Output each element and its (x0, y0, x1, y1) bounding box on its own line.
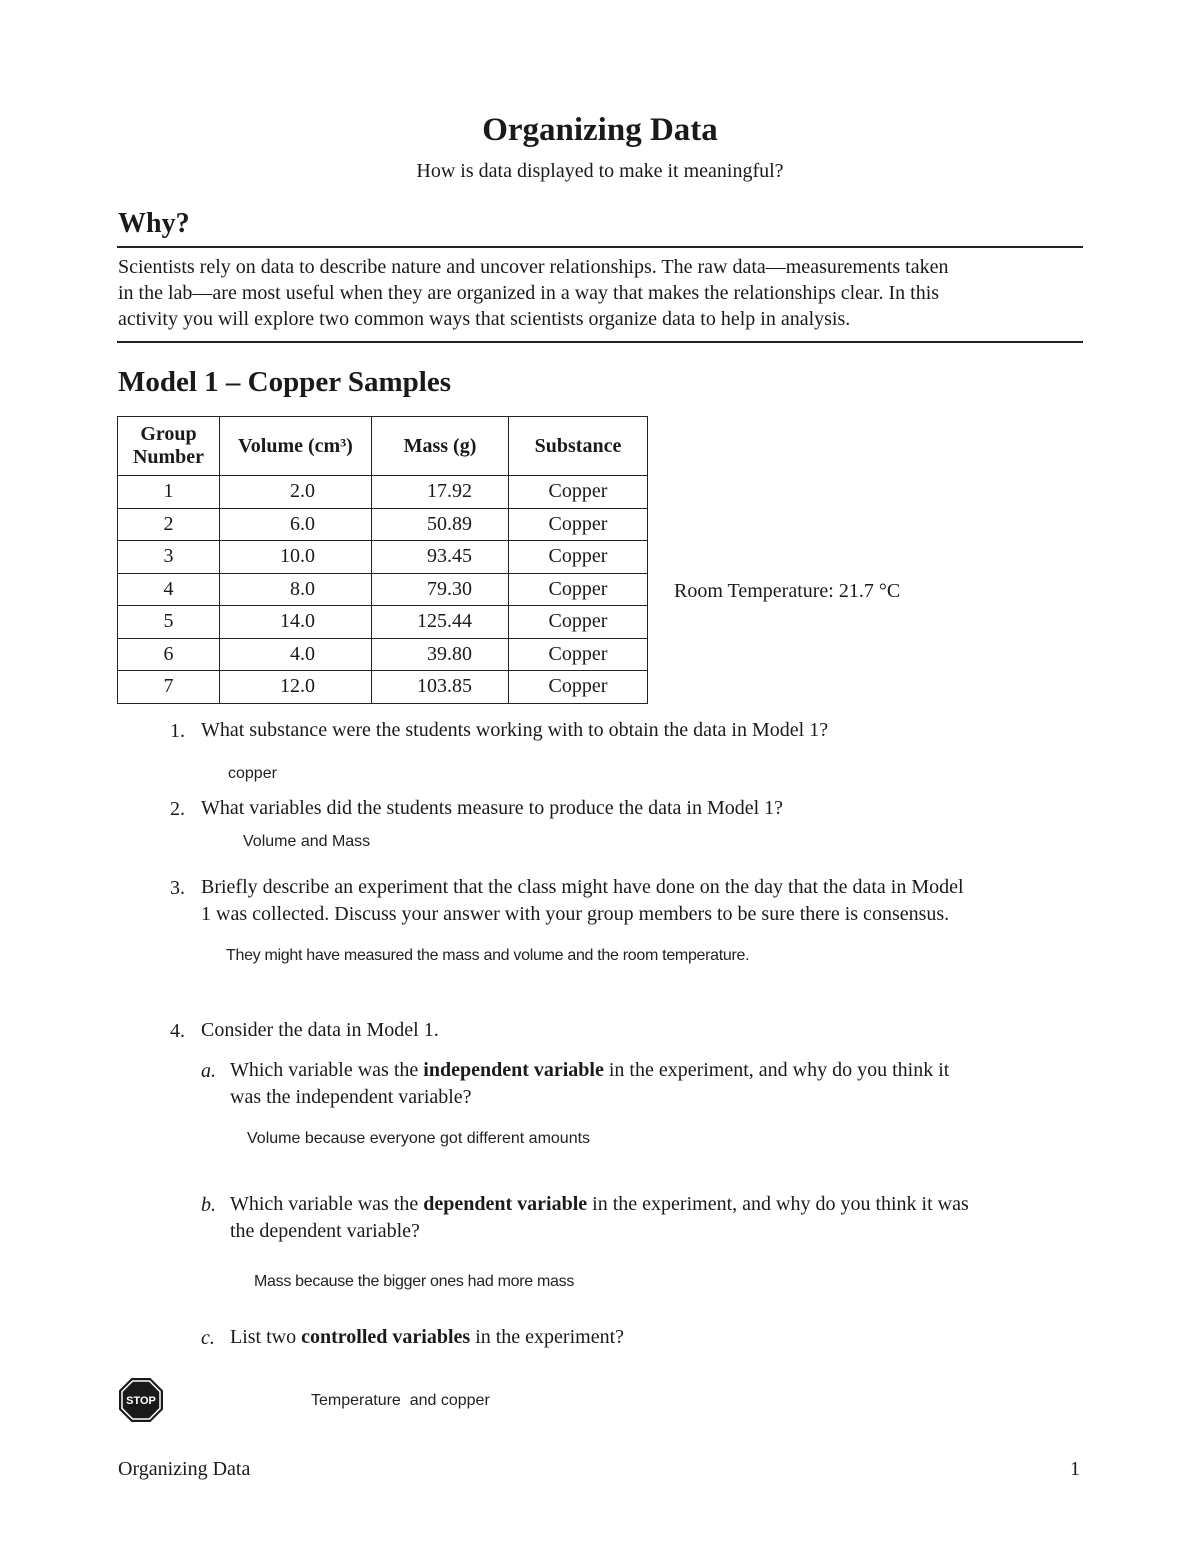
table-row (118, 508, 648, 541)
question-number: 4. (170, 1020, 185, 1042)
table-row (118, 638, 648, 671)
question-line: the dependent variable? (230, 1220, 420, 1242)
table-cell: 3 (118, 541, 220, 574)
table-cell: Copper (509, 541, 648, 574)
column-header: Substance (509, 417, 648, 476)
table-cell: 7 (118, 671, 220, 704)
table-cell: 12.0 (220, 671, 372, 704)
question-line: 1 was collected. Discuss your answer with your group members to be sure there is consensus. (201, 903, 950, 925)
table-row (118, 606, 648, 639)
answer-text[interactable]: copper (228, 765, 277, 782)
page-title: Organizing Data (482, 112, 718, 148)
table-row (118, 476, 648, 509)
keyword: independent variable (423, 1059, 604, 1081)
column-header: Mass (g) (372, 417, 509, 476)
footer-title: Organizing Data (118, 1458, 251, 1480)
question-line: Briefly describe an experiment that the class might have done on the day that the data in Model (201, 876, 964, 898)
table-cell: Copper (509, 638, 648, 671)
question-number: 3. (170, 877, 185, 899)
answer-text[interactable]: They might have measured the mass and volume and the room temperature. (226, 947, 750, 964)
column-header: Volume (cm³) (220, 417, 372, 476)
why-heading: Why? (118, 208, 190, 239)
column-header: Group Number (118, 417, 220, 476)
copper-data-table (117, 416, 648, 704)
answer-text[interactable]: Temperature and copper (311, 1392, 490, 1409)
answer-text[interactable]: Mass because the bigger ones had more mass (254, 1273, 575, 1290)
table-cell: 103.85 (372, 671, 509, 704)
table-cell: 5 (118, 606, 220, 639)
question-text (201, 874, 964, 928)
table-cell: Copper (509, 508, 648, 541)
table-row (118, 541, 648, 574)
table-cell: Copper (509, 476, 648, 509)
question-text (230, 1191, 969, 1245)
table-cell: 50.89 (372, 508, 509, 541)
table-cell: 10.0 (220, 541, 372, 574)
sub-question-letter: b. (201, 1194, 216, 1216)
table-cell: 17.92 (372, 476, 509, 509)
table-cell: 1 (118, 476, 220, 509)
question-text-part: Which variable was the (230, 1193, 424, 1215)
table-cell: 6.0 (220, 508, 372, 541)
table-cell: 14.0 (220, 606, 372, 639)
question-number: 1. (170, 720, 185, 742)
why-paragraph (118, 254, 1080, 332)
answer-text[interactable]: Volume and Mass (243, 833, 371, 850)
question-text-part: List two (230, 1326, 302, 1348)
table-cell: 39.80 (372, 638, 509, 671)
room-temperature: Room Temperature: 21.7 °C (674, 580, 901, 602)
question-text: What substance were the students working with to obtain the data in Model 1? (201, 719, 829, 741)
table-cell: 125.44 (372, 606, 509, 639)
keyword: dependent variable (423, 1193, 588, 1215)
why-line: activity you will explore two common ways that scientists organize data to help in analysis. (118, 308, 851, 330)
why-line: in the lab—are most useful when they are organized in a way that makes the relationships clear. In this (118, 282, 940, 304)
question-line: was the independent variable? (230, 1086, 472, 1108)
why-line: Scientists rely on data to describe nature and uncover relationships. The raw data—measurements taken (118, 256, 949, 278)
table-cell: 8.0 (220, 573, 372, 606)
answer-text[interactable]: Volume because everyone got different amounts (247, 1130, 591, 1147)
stop-sign-icon (118, 1377, 164, 1423)
page-number: 1 (1070, 1458, 1080, 1480)
table-header-row (118, 417, 648, 476)
question-text-part: in the experiment, and why do you think it was (587, 1193, 969, 1215)
question-text: What variables did the students measure to produce the data in Model 1? (201, 797, 784, 819)
table-row (118, 671, 648, 704)
table-cell: 4 (118, 573, 220, 606)
question-text (230, 1324, 624, 1351)
keyword: controlled variables (301, 1326, 471, 1348)
sub-question-letter: a. (201, 1060, 216, 1082)
table-cell: 93.45 (372, 541, 509, 574)
question-text-part: Which variable was the (230, 1059, 424, 1081)
divider-top (117, 246, 1083, 248)
table-cell: Copper (509, 671, 648, 704)
stop-label: STOP (126, 1395, 156, 1407)
divider-bottom (117, 341, 1083, 343)
table-row (118, 573, 648, 606)
question-number: 2. (170, 798, 185, 820)
page-subtitle: How is data displayed to make it meaningful? (416, 160, 784, 182)
table-cell: Copper (509, 606, 648, 639)
table-cell: Copper (509, 573, 648, 606)
table-cell: 2 (118, 508, 220, 541)
table-cell: 2.0 (220, 476, 372, 509)
question-text (230, 1057, 949, 1111)
question-text-part: in the experiment? (470, 1326, 625, 1348)
question-text: Consider the data in Model 1. (201, 1019, 439, 1041)
table-cell: 4.0 (220, 638, 372, 671)
table-cell: 79.30 (372, 573, 509, 606)
question-text-part: in the experiment, and why do you think it (603, 1059, 950, 1081)
table-cell: 6 (118, 638, 220, 671)
model-heading: Model 1 – Copper Samples (118, 366, 451, 398)
sub-question-letter: c. (201, 1327, 215, 1349)
